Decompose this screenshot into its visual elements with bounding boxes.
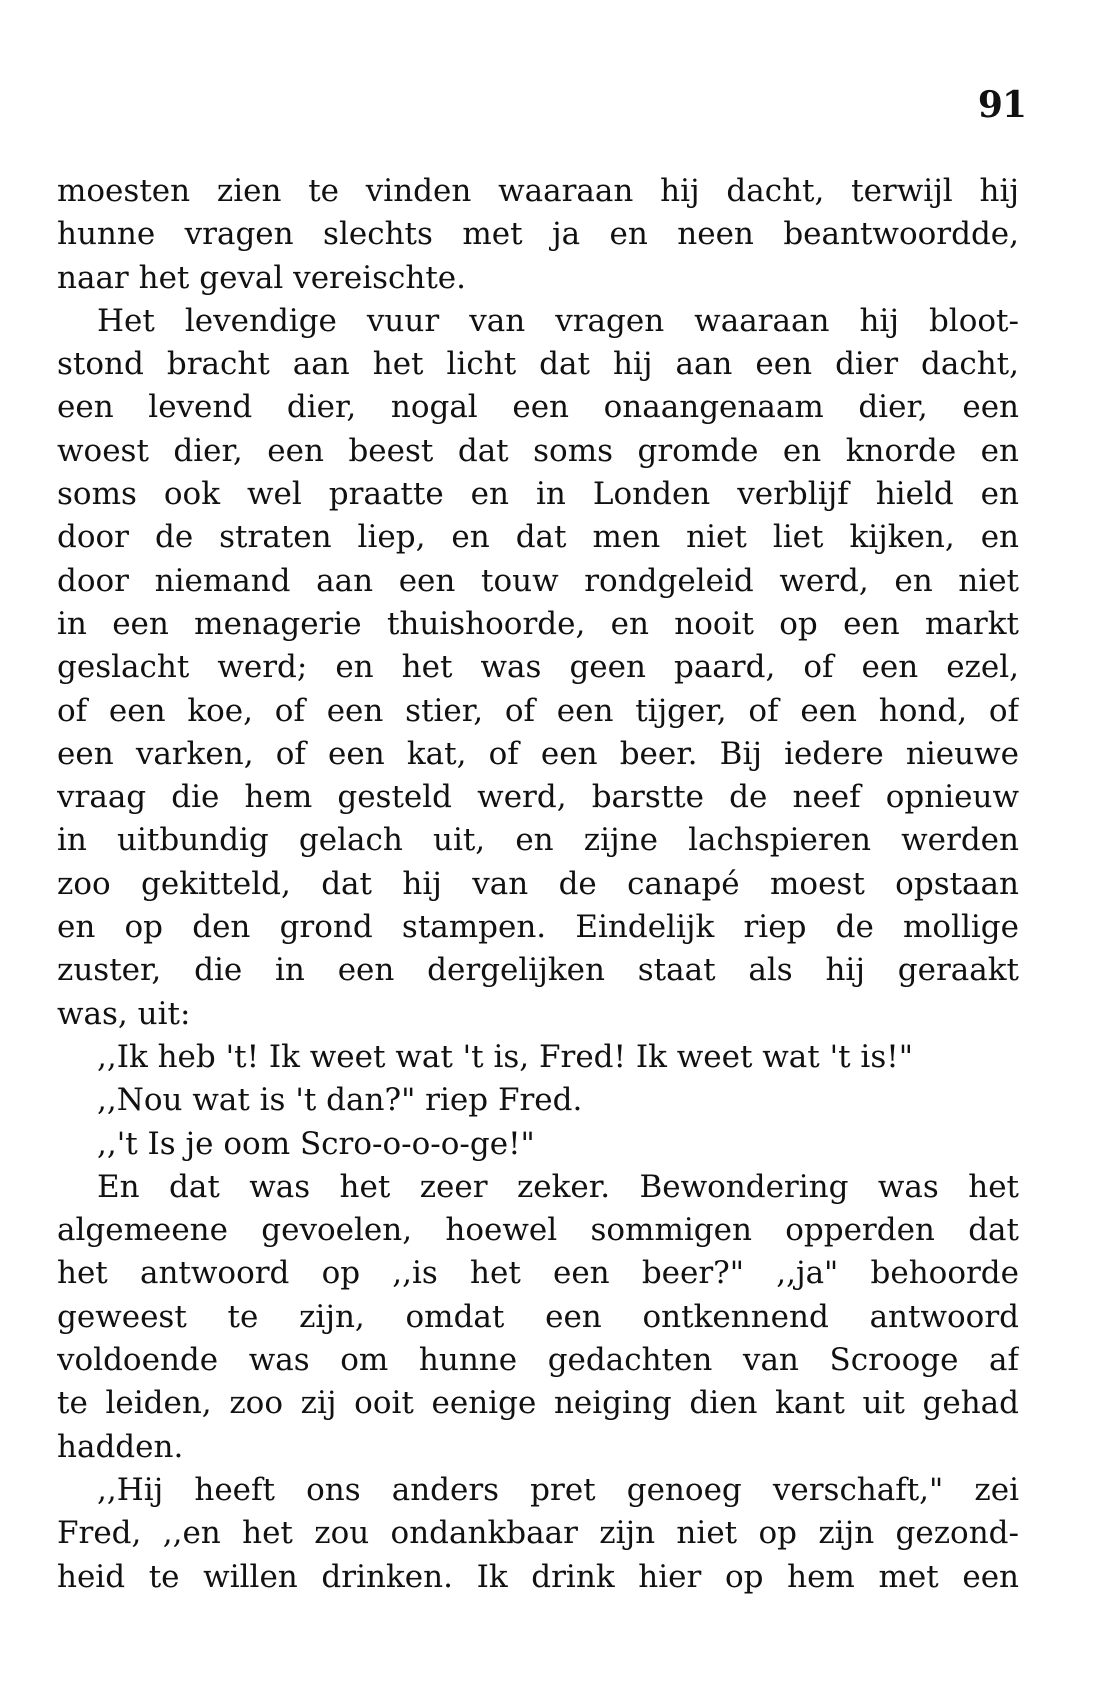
text-line: in uitbundig gelach uit, en zijne lachspieren werden: [57, 822, 1019, 859]
text-line: En dat was het zeer zeker. Bewondering was het: [97, 1168, 1019, 1205]
text-line: een varken, of een kat, of een beer. Bij iedere nieuwe: [57, 735, 1019, 772]
text-line: zoo gekitteld, dat hij van de canapé moest opstaan: [57, 865, 1019, 902]
text-line: Fred, ,,en het zou ondankbaar zijn niet op zijn gezond-: [57, 1515, 1019, 1552]
text-line: Het levendige vuur van vragen waaraan hij bloot-: [97, 302, 1019, 339]
text-line: het antwoord op ,,is het een beer?" ,,ja" behoorde: [57, 1255, 1019, 1292]
text-line: ,,Nou wat is 't dan?" riep Fred.: [97, 1082, 583, 1119]
text-line: geweest te zijn, omdat een ontkennend antwoord: [57, 1298, 1019, 1335]
text-line: hunne vragen slechts met ja en neen beantwoordde,: [57, 216, 1019, 253]
body-text: [57, 170, 1019, 1599]
text-line: soms ook wel praatte en in Londen verblijf hield en: [57, 476, 1019, 513]
text-line: moesten zien te vinden waaraan hij dacht, terwijl hij: [57, 173, 1019, 209]
text-line: door de straten liep, en dat men niet liet kijken, en: [57, 519, 1019, 556]
text-line: naar het geval vereischte.: [57, 259, 467, 296]
text-line: algemeene gevoelen, hoewel sommigen opperden dat: [57, 1212, 1019, 1249]
text-line: was, uit:: [57, 995, 191, 1032]
text-line: ,,Hij heeft ons anders pret genoeg verschaft," zei: [97, 1471, 1019, 1508]
text-line: te leiden, zoo zij ooit eenige neiging dien kant uit gehad: [57, 1385, 1019, 1422]
text-line: hadden.: [57, 1428, 184, 1465]
text-line: zuster, die in een dergelijken staat als hij geraakt: [57, 952, 1019, 989]
text-line: en op den grond stampen. Eindelijk riep de mollige: [57, 909, 1019, 946]
text-line: heid te willen drinken. Ik drink hier op hem met een: [57, 1558, 1019, 1595]
text-line: geslacht werd; en het was geen paard, of een ezel,: [57, 649, 1019, 686]
text-line: vraag die hem gesteld werd, barstte de neef opnieuw: [57, 779, 1019, 816]
text-line: of een koe, of een stier, of een tijger, of een hond, of: [57, 692, 1019, 729]
text-line: een levend dier, nogal een onaangenaam dier, een: [57, 389, 1019, 426]
text-line: ,,Ik heb 't! Ik weet wat 't is, Fred! Ik weet wat 't is!": [97, 1038, 913, 1075]
text-line: voldoende was om hunne gedachten van Scrooge af: [57, 1342, 1019, 1379]
text-line: in een menagerie thuishoorde, en nooit op een markt: [57, 605, 1019, 642]
text-line: door niemand aan een touw rondgeleid werd, en niet: [57, 562, 1019, 599]
text-line: stond bracht aan het licht dat hij aan een dier dacht,: [57, 346, 1019, 383]
text-line: woest dier, een beest dat soms gromde en knorde en: [57, 432, 1019, 469]
page-number: 91: [977, 84, 1026, 126]
text-line: ,,'t Is je oom Scro-o-o-o-ge!": [97, 1125, 535, 1162]
